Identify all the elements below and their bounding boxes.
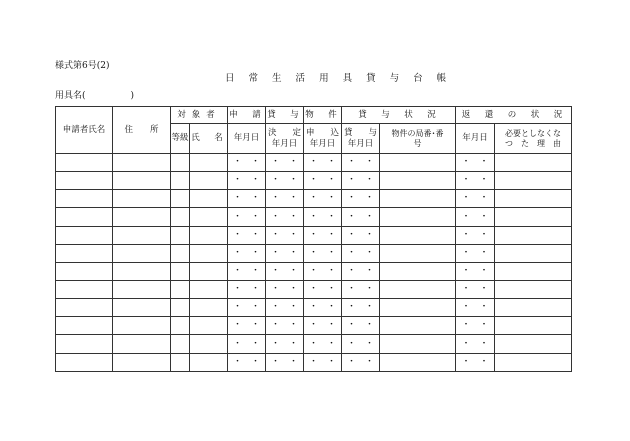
cell-return-date[interactable]: ・ ・ [456,262,495,280]
cell-reason[interactable] [495,244,572,262]
ledger-table [55,106,572,372]
cell-item-date[interactable]: ・ ・ [304,353,342,371]
header-reason: 必要としなくな [505,128,561,138]
cell-item-date[interactable]: ・ ・ [304,172,342,190]
cell-name[interactable] [190,208,228,226]
cell-apply-date[interactable]: ・ ・ [228,244,266,262]
cell-grade[interactable] [171,154,190,172]
header-reason-2: つ た 理 由 [505,138,561,148]
cell-lend-decide-date[interactable]: ・ ・ [266,280,304,298]
header-lend-decide-cell [266,124,304,154]
cell-lend-date[interactable]: ・ ・ [342,154,380,172]
cell-return-date[interactable]: ・ ・ [456,317,495,335]
cell-item-no[interactable] [380,226,456,244]
cell-reason[interactable] [495,208,572,226]
header-lend: 貸 与 [344,128,377,139]
cell-lend-decide-date[interactable]: ・ ・ [266,353,304,371]
cell-applicant[interactable] [56,299,113,317]
cell-address[interactable] [113,172,171,190]
cell-apply-date[interactable]: ・ ・ [228,226,266,244]
header-lend-decide-2: 決 定 [268,128,301,139]
cell-name[interactable] [190,244,228,262]
document-title: 日 常 生 活 用 具 貸 与 台 帳 [225,73,452,84]
cell-lend-date[interactable]: ・ ・ [342,190,380,208]
header-item-date: 年月日 [309,138,336,149]
cell-return-date[interactable]: ・ ・ [456,208,495,226]
cell-address[interactable] [113,262,171,280]
cell-item-date[interactable]: ・ ・ [304,280,342,298]
cell-address[interactable] [113,226,171,244]
cell-lend-decide-date[interactable]: ・ ・ [266,190,304,208]
header-item-no-2: 号 [413,138,422,148]
cell-grade[interactable] [171,317,190,335]
cell-lend-decide-date[interactable]: ・ ・ [266,226,304,244]
cell-address[interactable] [113,244,171,262]
cell-reason[interactable] [495,172,572,190]
cell-lend-decide-date[interactable]: ・ ・ [266,154,304,172]
cell-name[interactable] [190,262,228,280]
cell-return-date[interactable]: ・ ・ [456,244,495,262]
cell-name[interactable] [190,299,228,317]
cell-item-no[interactable] [380,299,456,317]
cell-return-date[interactable]: ・ ・ [456,335,495,353]
header-item-no: 物件の局番･番 [391,128,444,138]
header-item-cell [304,124,342,154]
header-apply-date: 年月日 [228,124,266,154]
cell-lend-date[interactable]: ・ ・ [342,172,380,190]
table-row [56,335,572,353]
cell-address[interactable] [113,280,171,298]
header-return-date: 年月日 [456,124,495,154]
cell-name[interactable] [190,317,228,335]
cell-apply-date[interactable]: ・ ・ [228,172,266,190]
header-lend-status: 貸 与 状 況 [342,107,456,124]
header-target: 対象者 [171,107,228,124]
cell-return-date[interactable]: ・ ・ [456,353,495,371]
cell-lend-decide-date[interactable]: ・ ・ [266,244,304,262]
table-row [56,280,572,298]
cell-return-date[interactable]: ・ ・ [456,299,495,317]
cell-item-date[interactable]: ・ ・ [304,299,342,317]
cell-reason[interactable] [495,317,572,335]
cell-lend-date[interactable]: ・ ・ [342,280,380,298]
form-number: 様式第6号(2) [55,61,110,71]
cell-item-date[interactable]: ・ ・ [304,262,342,280]
cell-reason[interactable] [495,190,572,208]
table-row [56,190,572,208]
cell-applicant[interactable] [56,226,113,244]
cell-lend-date[interactable]: ・ ・ [342,335,380,353]
cell-grade[interactable] [171,335,190,353]
table-row [56,317,572,335]
cell-address[interactable] [113,317,171,335]
cell-apply-date[interactable]: ・ ・ [228,335,266,353]
cell-reason[interactable] [495,262,572,280]
cell-address[interactable] [113,353,171,371]
cell-apply-date[interactable]: ・ ・ [228,299,266,317]
cell-name[interactable] [190,353,228,371]
cell-apply-date[interactable]: ・ ・ [228,317,266,335]
cell-reason[interactable] [495,154,572,172]
cell-lend-date[interactable]: ・ ・ [342,208,380,226]
cell-applicant[interactable] [56,317,113,335]
cell-name[interactable] [190,280,228,298]
header-apply: 申 請 [228,107,266,124]
table-row [56,226,572,244]
cell-address[interactable] [113,208,171,226]
cell-lend-date[interactable]: ・ ・ [342,244,380,262]
cell-item-no[interactable] [380,154,456,172]
cell-grade[interactable] [171,172,190,190]
cell-item-date[interactable]: ・ ・ [304,244,342,262]
cell-grade[interactable] [171,299,190,317]
cell-apply-date[interactable]: ・ ・ [228,190,266,208]
cell-applicant[interactable] [56,154,113,172]
cell-name[interactable] [190,335,228,353]
header-grade: 等級 [171,124,190,154]
cell-apply-date[interactable]: ・ ・ [228,154,266,172]
cell-grade[interactable] [171,280,190,298]
cell-item-date[interactable]: ・ ・ [304,190,342,208]
cell-lend-date[interactable]: ・ ・ [342,353,380,371]
cell-name[interactable] [190,226,228,244]
cell-lend-decide-date[interactable]: ・ ・ [266,317,304,335]
cell-item-no[interactable] [380,353,456,371]
cell-lend-date[interactable]: ・ ・ [342,299,380,317]
cell-address[interactable] [113,299,171,317]
cell-applicant[interactable] [56,280,113,298]
header-lend-date: 年月日 [347,138,374,149]
cell-return-date[interactable]: ・ ・ [456,154,495,172]
cell-lend-decide-date[interactable]: ・ ・ [266,299,304,317]
cell-applicant[interactable] [56,190,113,208]
cell-applicant[interactable] [56,172,113,190]
cell-applicant[interactable] [56,353,113,371]
cell-item-date[interactable]: ・ ・ [304,154,342,172]
cell-lend-decide-date[interactable]: ・ ・ [266,262,304,280]
cell-reason[interactable] [495,299,572,317]
cell-return-date[interactable]: ・ ・ [456,226,495,244]
header-name: 氏 名 [190,124,228,154]
cell-item-no[interactable] [380,190,456,208]
cell-item-date[interactable]: ・ ・ [304,208,342,226]
item-name-label: 用具名( ) [55,91,135,101]
cell-return-date[interactable]: ・ ・ [456,172,495,190]
header-item: 物 件 [304,107,342,124]
header-item-2: 申 込 [306,128,339,139]
cell-lend-date[interactable]: ・ ・ [342,317,380,335]
cell-applicant[interactable] [56,208,113,226]
cell-address[interactable] [113,190,171,208]
cell-applicant[interactable] [56,335,113,353]
cell-address[interactable] [113,335,171,353]
table-row [56,299,572,317]
cell-grade[interactable] [171,244,190,262]
cell-item-no[interactable] [380,335,456,353]
cell-item-date[interactable]: ・ ・ [304,317,342,335]
cell-grade[interactable] [171,262,190,280]
header-lend-decide: 貸 与 [266,107,304,124]
cell-return-date[interactable]: ・ ・ [456,190,495,208]
cell-return-date[interactable]: ・ ・ [456,280,495,298]
cell-grade[interactable] [171,190,190,208]
cell-item-no[interactable] [380,172,456,190]
table-row [56,353,572,371]
header-lend-decide-date: 年月日 [271,138,298,149]
cell-address[interactable] [113,154,171,172]
table-row [56,244,572,262]
header-item-no-cell [380,124,456,154]
cell-reason[interactable] [495,353,572,371]
cell-lend-date[interactable]: ・ ・ [342,226,380,244]
cell-applicant[interactable] [56,262,113,280]
cell-name[interactable] [190,154,228,172]
header-return-status: 返 還 の 状 況 [456,107,572,124]
cell-item-no[interactable] [380,280,456,298]
cell-item-no[interactable] [380,208,456,226]
table-row [56,262,572,280]
cell-apply-date[interactable]: ・ ・ [228,262,266,280]
cell-item-date[interactable]: ・ ・ [304,226,342,244]
cell-item-no[interactable] [380,262,456,280]
cell-item-no[interactable] [380,317,456,335]
cell-lend-date[interactable]: ・ ・ [342,262,380,280]
cell-lend-decide-date[interactable]: ・ ・ [266,172,304,190]
cell-item-no[interactable] [380,244,456,262]
cell-item-date[interactable]: ・ ・ [304,335,342,353]
table-row [56,172,572,190]
header-applicant: 申請者氏名 [56,107,113,154]
cell-apply-date[interactable]: ・ ・ [228,208,266,226]
table-row [56,154,572,172]
cell-apply-date[interactable]: ・ ・ [228,353,266,371]
cell-reason[interactable] [495,280,572,298]
cell-grade[interactable] [171,226,190,244]
table-row [56,208,572,226]
cell-lend-decide-date[interactable]: ・ ・ [266,208,304,226]
header-lend-cell [342,124,380,154]
cell-reason[interactable] [495,226,572,244]
header-row-1 [56,107,572,124]
cell-lend-decide-date[interactable]: ・ ・ [266,335,304,353]
cell-apply-date[interactable]: ・ ・ [228,280,266,298]
header-reason-cell [495,124,572,154]
cell-name[interactable] [190,172,228,190]
cell-grade[interactable] [171,208,190,226]
cell-applicant[interactable] [56,244,113,262]
cell-reason[interactable] [495,335,572,353]
cell-name[interactable] [190,190,228,208]
cell-grade[interactable] [171,353,190,371]
header-address: 住 所 [113,107,171,154]
